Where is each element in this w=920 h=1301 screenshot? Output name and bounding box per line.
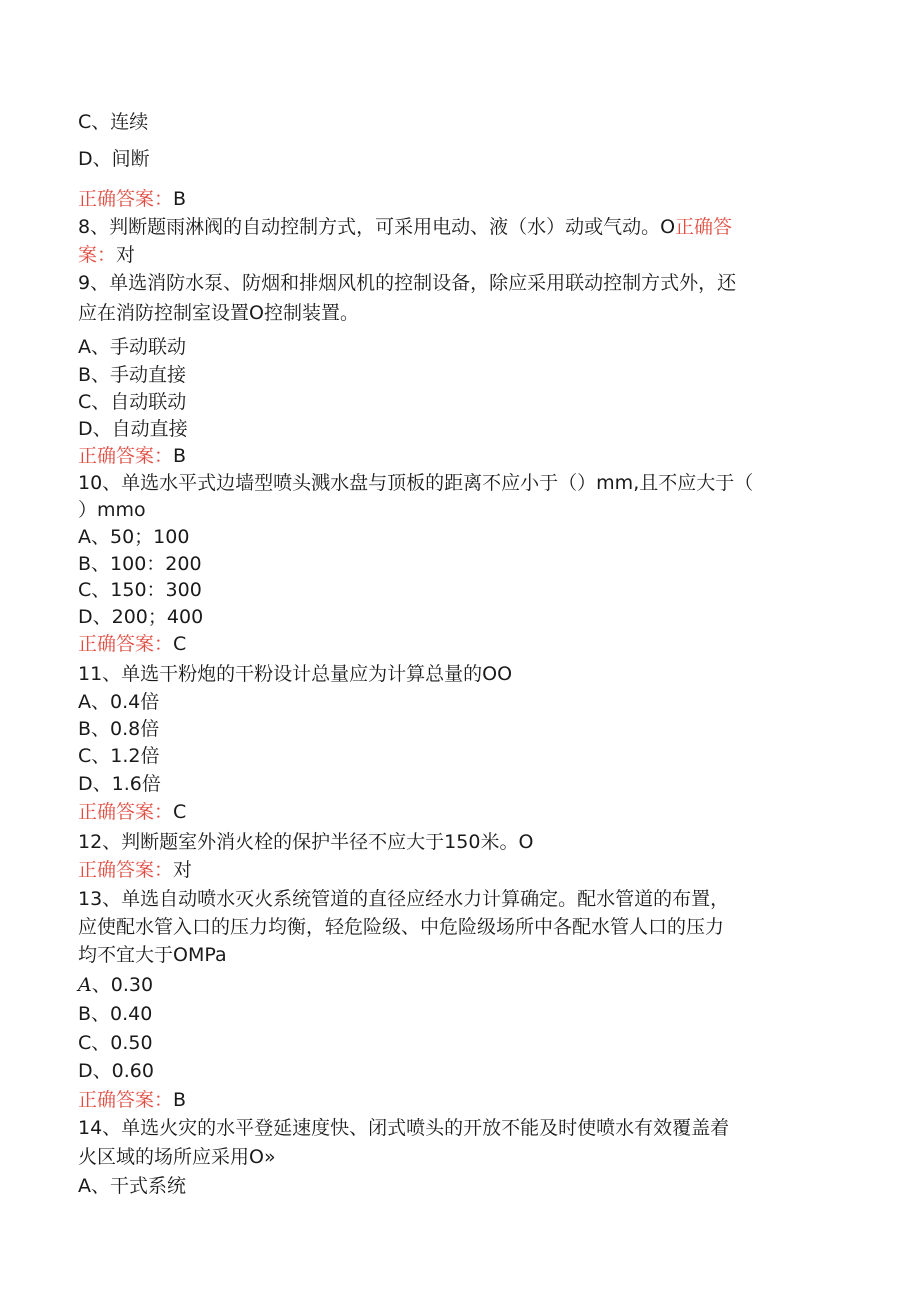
answer-label-part2: 案： [78, 244, 117, 266]
answer-label: 正确答案： [78, 633, 174, 655]
q14-question-line2: 火区域的场所应采用O» [78, 1146, 276, 1168]
q13-option-c: C、0.50 [78, 1032, 153, 1054]
q11-question: 11、单选干粉炮的干粉设计总量应为计算总量的OO [78, 663, 513, 685]
q13-question-line2: 应使配水管入口的压力均衡，轻危险级、中危险级场所中各配水管人口的压力 [78, 916, 725, 938]
q12-question: 12、判断题室外消火栓的保护半径不应大于150米。O [78, 831, 534, 853]
q13-question-line3: 均不宜大于OMPa [78, 944, 227, 966]
q10-question-line2: ）mmo [78, 499, 146, 521]
q9-option-a: A、手动联动 [78, 336, 186, 358]
q11-option-d: D、1.6倍 [78, 773, 161, 795]
q13-question-line1: 13、单选自动喷水灭火系统管道的直径应经水力计算确定。配水管道的布置， [78, 888, 730, 910]
answer-label: 正确答案： [78, 188, 174, 210]
q13-answer [78, 1088, 186, 1112]
q8-question-text: 8、判断题雨淋阀的自动控制方式，可采用电动、液（水）动或气动。O [78, 216, 676, 238]
option-text: 、0.30 [91, 974, 154, 996]
answer-value: B [173, 188, 187, 210]
q13-option-a [78, 973, 153, 997]
q9-option-b: B、手动直接 [78, 364, 187, 386]
q7-answer [78, 187, 186, 211]
q9-answer [78, 444, 186, 468]
q10-option-b: B、100：200 [78, 553, 202, 575]
q11-answer [78, 800, 186, 824]
q11-option-a: A、0.4倍 [78, 691, 160, 713]
q11-option-c: C、1.2倍 [78, 745, 160, 767]
answer-label-part1: 正确答 [675, 216, 733, 238]
q8-question [78, 215, 732, 239]
q9-question-line1: 9、单选消防水泵、防烟和排烟风机的控制设备，除应采用联动控制方式外，还 [78, 272, 737, 294]
answer-value: C [173, 801, 187, 823]
q10-option-d: D、200；400 [78, 606, 204, 628]
answer-label: 正确答案： [78, 859, 174, 881]
q12-answer [78, 858, 192, 882]
q9-option-d: D、自动直接 [78, 418, 188, 440]
q10-option-c: C、150：300 [78, 579, 202, 601]
q7-option-c: C、连续 [78, 111, 149, 133]
answer-value: 对 [173, 859, 193, 881]
q11-option-b: B、0.8倍 [78, 718, 160, 740]
q10-option-a: A、50；100 [78, 526, 190, 548]
option-letter: A [78, 974, 92, 996]
q7-option-d: D、间断 [78, 148, 150, 170]
q9-question-line2: 应在消防控制室设置O控制装置。 [78, 302, 359, 324]
answer-label: 正确答案： [78, 445, 174, 467]
answer-value: B [173, 1089, 187, 1111]
q13-option-b: B、0.40 [78, 1003, 153, 1025]
q9-option-c: C、自动联动 [78, 391, 187, 413]
q14-question-line1: 14、单选火灾的水平登延速度快、闭式喷头的开放不能及时使喷水有效覆盖着 [78, 1117, 730, 1139]
q10-answer [78, 632, 186, 656]
answer-label: 正确答案： [78, 801, 174, 823]
answer-value: 对 [116, 244, 136, 266]
answer-value: C [173, 633, 187, 655]
q10-question-line1: 10、单选水平式边墙型喷头溅水盘与顶板的距离不应小于（）mm,且不应大于（ [78, 472, 754, 494]
answer-value: B [173, 445, 187, 467]
q13-option-d: D、0.60 [78, 1060, 154, 1082]
q14-option-a: A、干式系统 [78, 1175, 186, 1197]
q8-answer [78, 243, 135, 267]
answer-label: 正确答案： [78, 1089, 174, 1111]
